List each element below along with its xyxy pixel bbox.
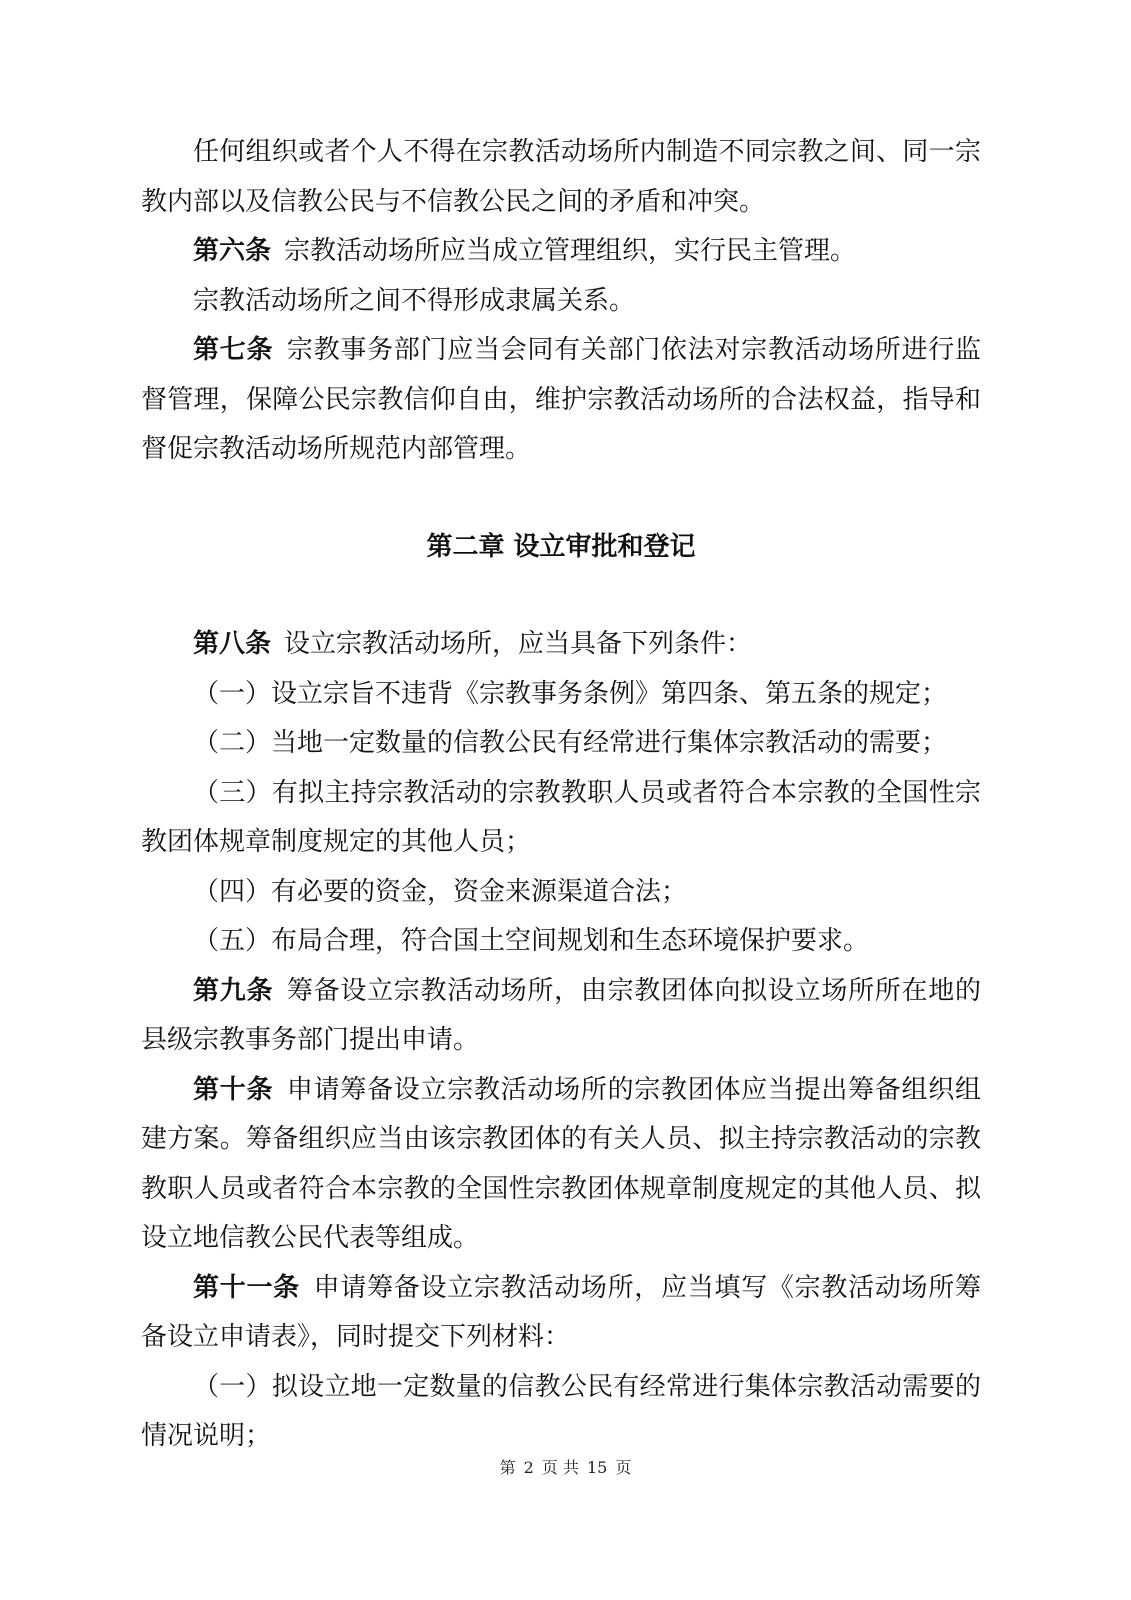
paragraph bbox=[141, 917, 981, 967]
paragraph bbox=[141, 277, 981, 327]
paragraph-text: 筹备设立宗教活动场所，由宗教团体向拟设立场所所在地的县级宗教事务部门提出申请。 bbox=[141, 975, 981, 1055]
article-number: 第十条 bbox=[193, 1074, 274, 1105]
paragraph bbox=[141, 620, 981, 670]
footer-total-pages: 15 bbox=[586, 1458, 608, 1477]
article-number: 第七条 bbox=[193, 335, 274, 365]
paragraph-text: （五）布局合理，符合国土空间规划和生态环境保护要求。 bbox=[193, 926, 870, 956]
paragraph-text: 设立宗教活动场所，应当具备下列条件： bbox=[284, 629, 753, 659]
paragraph-text: 申请筹备设立宗教活动场所，应当填写《宗教活动场所筹备设立申请表》，同时提交下列材料： bbox=[141, 1272, 981, 1352]
article-number: 第九条 bbox=[193, 975, 274, 1006]
footer-prefix: 第 bbox=[499, 1458, 516, 1477]
paragraph bbox=[141, 1066, 981, 1264]
footer-suffix: 页 bbox=[615, 1458, 632, 1477]
paragraph bbox=[141, 670, 981, 720]
page-footer bbox=[0, 1455, 1131, 1478]
paragraph bbox=[141, 868, 981, 918]
paragraph-text: 宗教活动场所之间不得形成隶属关系。 bbox=[193, 285, 636, 316]
paragraph-text: （二）当地一定数量的信教公民有经常进行集体宗教活动的需要； bbox=[193, 728, 948, 758]
paragraph bbox=[141, 719, 981, 769]
paragraph-text: （一）设立宗旨不违背《宗教事务条例》第四条、第五条的规定； bbox=[193, 678, 948, 709]
document-body bbox=[141, 128, 981, 1462]
paragraph-text: （三）有拟主持宗教活动的宗教教职人员或者符合本宗教的全国性宗教团体规章制度规定的其他人员； bbox=[141, 777, 981, 857]
paragraph-text: （四）有必要的资金，资金来源渠道合法； bbox=[193, 876, 688, 907]
paragraph bbox=[141, 227, 981, 277]
paragraph bbox=[141, 1363, 981, 1462]
footer-middle: 页 共 bbox=[541, 1458, 579, 1477]
paragraph bbox=[141, 769, 981, 868]
footer-page-number: 2 bbox=[523, 1458, 534, 1477]
article-number: 第六条 bbox=[193, 236, 272, 266]
paragraph bbox=[141, 326, 981, 475]
paragraph bbox=[141, 1264, 981, 1363]
paragraphs-after bbox=[141, 620, 981, 1462]
paragraphs-before bbox=[141, 128, 981, 475]
paragraph-text: （一）拟设立地一定数量的信教公民有经常进行集体宗教活动需要的情况说明； bbox=[141, 1371, 981, 1451]
chapter-title: 第二章 设立审批和登记 bbox=[426, 531, 696, 562]
article-number: 第十一条 bbox=[193, 1272, 300, 1303]
paragraph-text: 申请筹备设立宗教活动场所的宗教团体应当提出筹备组织组建方案。筹备组织应当由该宗教团体的有关人员、拟主持宗教活动的宗教教职人员或者符合本宗教的全国性宗教团体规章制度规定的其他人员、拟设立地信教公民代表等组成。 bbox=[141, 1074, 981, 1253]
paragraph bbox=[141, 128, 981, 227]
paragraph-text: 任何组织或者个人不得在宗教活动场所内制造不同宗教之间、同一宗教内部以及信教公民与不信教公民之间的矛盾和冲突。 bbox=[141, 137, 981, 217]
paragraph bbox=[141, 967, 981, 1066]
article-number: 第八条 bbox=[193, 629, 272, 659]
paragraph-text: 宗教活动场所应当成立管理组织，实行民主管理。 bbox=[284, 236, 857, 266]
paragraph-text: 宗教事务部门应当会同有关部门依法对宗教活动场所进行监督管理，保障公民宗教信仰自由，维护宗教活动场所的合法权益，指导和督促宗教活动场所规范内部管理。 bbox=[141, 335, 981, 464]
